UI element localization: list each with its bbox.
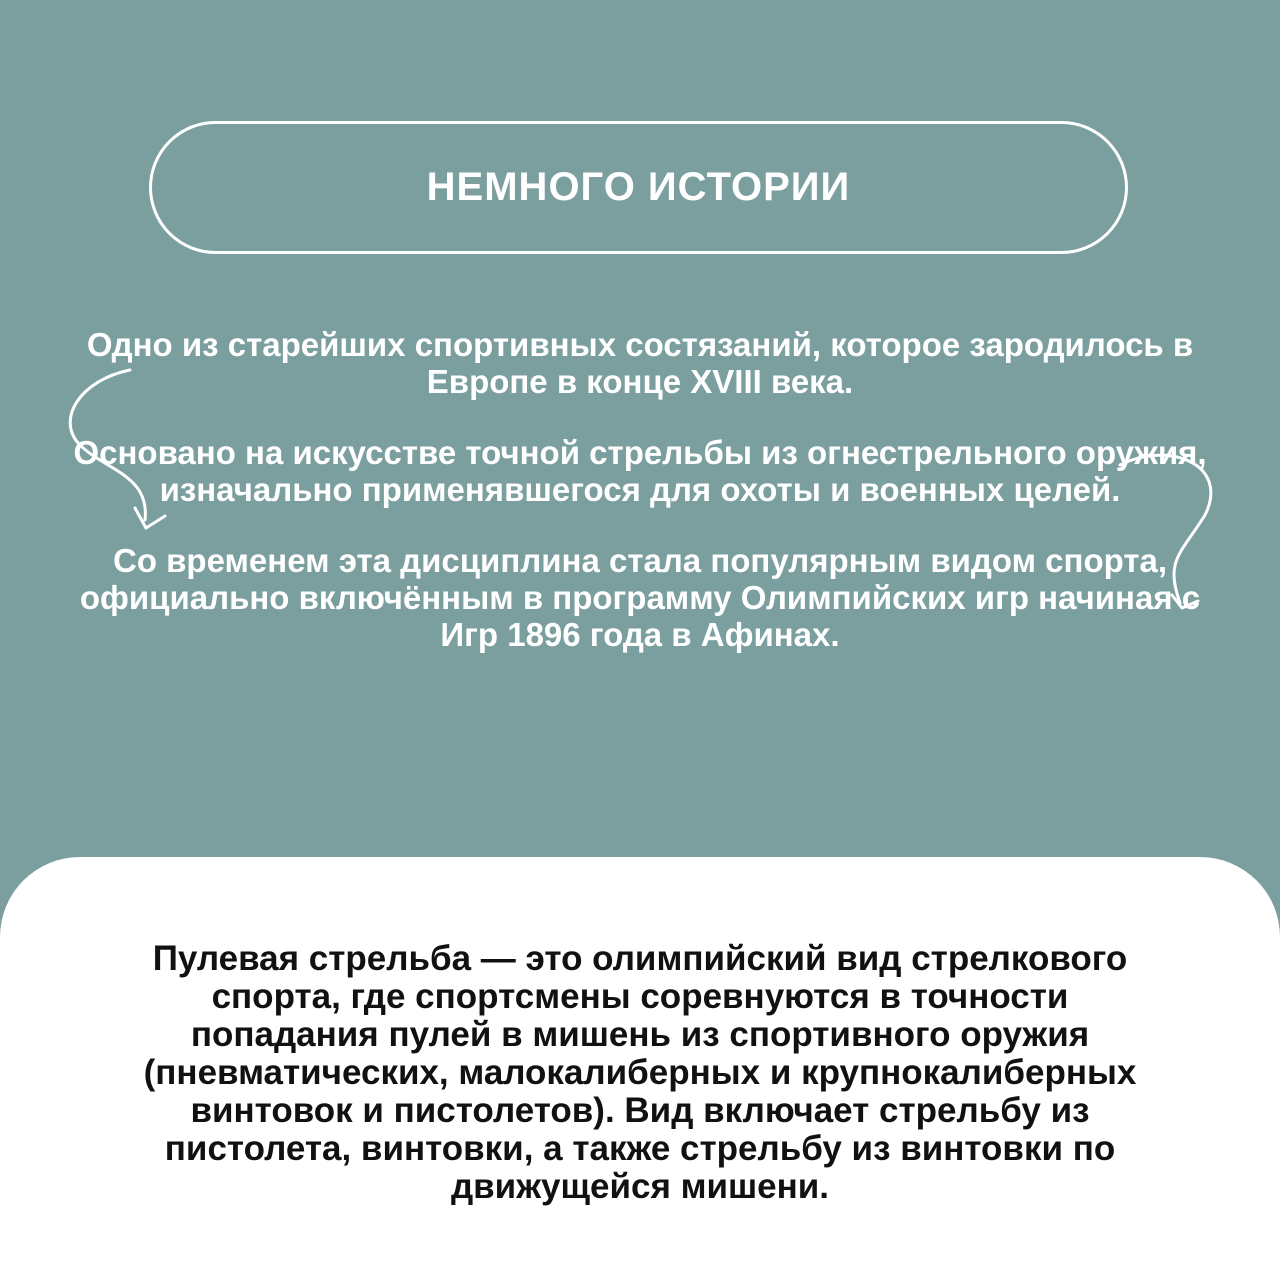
title-pill [149,121,1128,254]
history-paragraph-1: Одно из старейших спортивных состязаний, которое зародилось в Европе в конце XVIII века. [86,326,1194,400]
history-paragraph-2: Основано на искусстве точной стрельбы из огнестрельного оружия, изначально применявшегося для охоты и военных целей. [73,434,1207,508]
definition-text: Пулевая стрельба — это олимпийский вид стрелкового спорта, где спортсмены соревнуются в точности попадания пулей в мишень из спортивного оружия (пневматических, малокалиберных и крупнокалиберных винтовок и пистолетов). Вид включает стрельбу из пистолета, винтовки, а также стрельбу из винтовки по движущейся мишени. [143,939,1137,1206]
history-paragraph-3: Со временем эта дисциплина стала популярным видом спорта, официально включённым в программу Олимпийских игр начиная с Игр 1896 года в Афинах. [79,542,1201,653]
page-title: НЕМНОГО ИСТОРИИ [426,165,851,209]
history-text [60,326,1220,653]
